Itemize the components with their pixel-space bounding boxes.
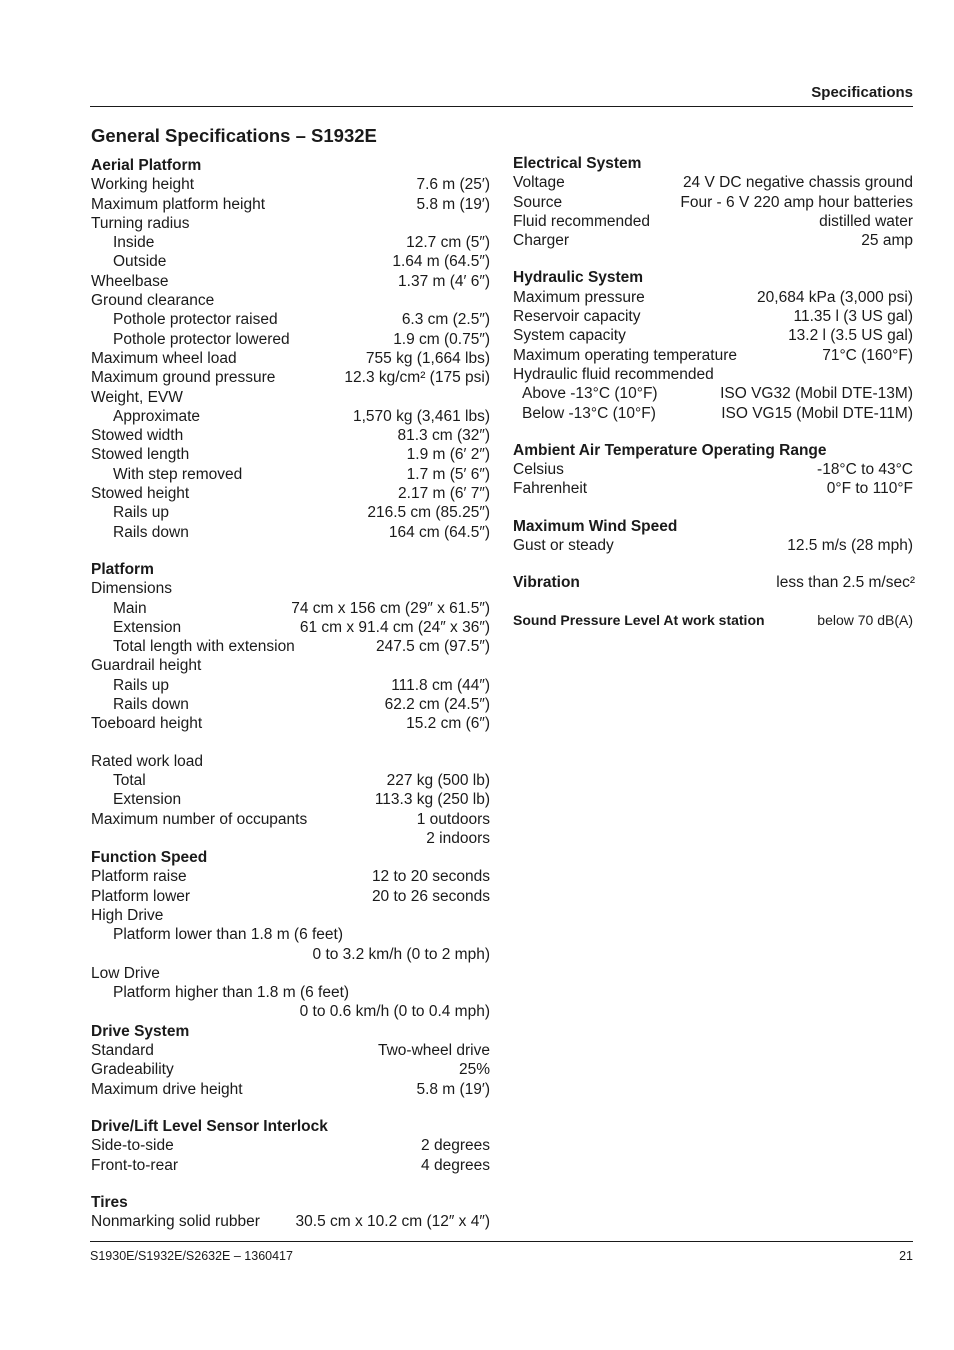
spec-value: 164 cm (64.5″) (388, 523, 490, 541)
spec-value: 216.5 cm (85.25″) (367, 504, 490, 522)
spec-value: 74 cm x 156 cm (29″ x 61.5″) (291, 599, 490, 617)
aerial-platform-group (91, 156, 490, 542)
spec-label: Fluid recommended (513, 212, 650, 230)
sound-pressure-label: Sound Pressure Level At work station (513, 611, 765, 628)
spec-value: 30.5 cm x 10.2 cm (12″ x 4″) (295, 1213, 490, 1231)
spec-label: Front-to-rear (91, 1156, 178, 1174)
spec-label: Platform lower (91, 887, 191, 905)
spec-row (91, 445, 490, 464)
spec-row (513, 193, 913, 212)
spacer (91, 542, 490, 560)
spec-label: Nonmarking solid rubber (91, 1213, 260, 1231)
spec-row (91, 925, 490, 944)
spec-label: Side-to-side (91, 1137, 174, 1155)
spec-label: Total (113, 771, 146, 789)
spacer (513, 555, 913, 573)
spacer (513, 593, 913, 611)
spec-value: 15.2 cm (6″) (406, 715, 490, 733)
spec-row (513, 307, 913, 326)
spec-label: Ground clearance (91, 292, 215, 310)
spec-row (91, 368, 490, 387)
spec-row (91, 906, 490, 925)
group-title: Aerial Platform (91, 157, 202, 174)
spec-value: 755 kg (1,664 lbs) (365, 349, 490, 367)
spec-row (91, 983, 490, 1002)
spec-row (91, 810, 490, 829)
spec-label: Below -13°C (10°F) (522, 404, 656, 422)
sound-pressure-row (513, 611, 913, 630)
spec-label: Maximum platform height (91, 195, 266, 213)
spec-value: 1.9 cm (0.75″) (393, 330, 490, 348)
spec-value: 25 amp (861, 232, 913, 250)
spec-value: 111.8 cm (44″) (391, 676, 490, 694)
group-title: Tires (91, 1193, 128, 1211)
group-title: Hydraulic System (513, 269, 644, 287)
sound-pressure-value: below 70 dB(A) (817, 611, 913, 628)
spec-row (91, 426, 490, 445)
bottom-rule (90, 1241, 913, 1242)
spec-value: 7.6 m (25′) (416, 176, 490, 194)
spec-label: Voltage (513, 174, 565, 192)
spec-row (91, 388, 490, 407)
spec-row (91, 945, 490, 964)
spec-label: Rails down (113, 696, 189, 714)
spec-row (91, 523, 490, 542)
spec-row (91, 676, 490, 695)
spec-label: Platform higher than 1.8 m (6 feet) (113, 984, 350, 1002)
spec-label: Turning radius (91, 214, 190, 232)
spec-value: 20,684 kPa (3,000 psi) (757, 288, 913, 306)
electrical-group (513, 154, 913, 250)
spec-label: Maximum drive height (91, 1080, 243, 1098)
spec-label: Charger (513, 232, 569, 250)
spec-value: 0 to 3.2 km/h (0 to 2 mph) (312, 945, 490, 963)
spec-label: Low Drive (91, 964, 160, 982)
vibration-label: Vibration (513, 574, 580, 592)
spec-label: Celsius (513, 461, 564, 479)
spec-row (513, 365, 913, 384)
spec-value: 61 cm x 91.4 cm (24″ x 36″) (299, 618, 490, 636)
spec-label: Fahrenheit (513, 480, 588, 498)
spec-row (513, 212, 913, 231)
spec-label: High Drive (91, 906, 164, 924)
spec-row (513, 326, 913, 345)
spec-label: Rails up (113, 676, 169, 694)
spec-label: Maximum wheel load (91, 349, 237, 367)
platform-group (91, 560, 490, 734)
spec-value: 2.17 m (6′ 7″) (398, 485, 490, 503)
spec-row (91, 349, 490, 368)
spec-row (91, 330, 490, 349)
spec-value: 12 to 20 seconds (371, 868, 490, 886)
spec-value: 0 to 0.6 km/h (0 to 0.4 mph) (299, 1003, 490, 1021)
spec-row (91, 1080, 490, 1099)
spec-row (91, 195, 490, 214)
spec-label: Platform lower than 1.8 m (6 feet) (113, 926, 344, 944)
spec-label: Above -13°C (10°F) (522, 385, 658, 403)
left-column (91, 156, 490, 1231)
spec-label: Guardrail height (91, 657, 202, 675)
spec-value: 1.64 m (64.5″) (392, 253, 490, 271)
spec-row (91, 867, 490, 886)
spec-label: Gust or steady (513, 537, 614, 555)
spec-row (513, 346, 913, 365)
spec-row (513, 384, 913, 403)
spec-label: Stowed length (91, 446, 190, 464)
spec-row (513, 404, 913, 423)
group-title: Maximum Wind Speed (513, 517, 678, 535)
spec-row (91, 214, 490, 233)
spec-row (91, 1060, 490, 1079)
spec-value: -18°C to 43°C (817, 461, 913, 479)
spec-label: Outside (113, 253, 167, 271)
spec-value: 5.8 m (19′) (416, 1080, 490, 1098)
spec-value: 247.5 cm (97.5″) (375, 638, 490, 656)
footer-doc-number: S1930E/S1932E/S2632E – 1360417 (90, 1249, 293, 1263)
spec-row (91, 790, 490, 809)
group-title: Platform (91, 560, 154, 578)
spec-value: distilled water (819, 212, 913, 230)
spec-value: 24 V DC negative chassis ground (682, 174, 913, 192)
spec-value: 227 kg (500 lb) (386, 771, 490, 789)
spec-label: Rated work load (91, 752, 204, 770)
spec-row (91, 233, 490, 252)
spec-value: 1.37 m (4′ 6″) (398, 272, 490, 290)
spec-label: Approximate (113, 407, 201, 425)
spec-row (91, 465, 490, 484)
spec-label: Inside (113, 234, 155, 252)
spec-label: Pothole protector raised (113, 311, 278, 329)
spec-row (91, 1156, 490, 1175)
spec-value: ISO VG32 (Mobil DTE-13M) (720, 385, 913, 403)
spec-value: 5.8 m (19′) (416, 195, 490, 213)
spec-label: Platform raise (91, 868, 187, 886)
ambient-temp-group (513, 441, 913, 499)
spec-label: Total length with extension (113, 638, 295, 656)
spec-label: Main (113, 599, 147, 617)
spec-value: 12.3 kg/cm² (175 psi) (344, 369, 490, 387)
spec-row (91, 695, 490, 714)
spec-value: 4 degrees (421, 1156, 490, 1174)
spec-row (91, 272, 490, 291)
spec-label: Maximum pressure (513, 288, 645, 306)
drive-system-group (91, 1022, 490, 1099)
spec-label: Pothole protector lowered (113, 330, 290, 348)
wind-speed-group (513, 517, 913, 556)
rated-load-group (91, 752, 490, 848)
spec-row (91, 1041, 490, 1060)
spec-label: Source (513, 193, 563, 211)
spec-row (91, 752, 490, 771)
right-column (513, 154, 913, 630)
spec-row (91, 1212, 490, 1231)
spec-value: 1.9 m (6′ 2″) (406, 446, 490, 464)
spec-row (91, 637, 490, 656)
spec-row (91, 1002, 490, 1021)
spec-label: Stowed height (91, 485, 190, 503)
spec-row (91, 407, 490, 426)
spec-value: 2 degrees (421, 1137, 490, 1155)
vibration-value: less than 2.5 m/sec² (776, 574, 915, 592)
spec-label: Rails down (113, 523, 189, 541)
group-title: Function Speed (91, 849, 208, 867)
group-title: Ambient Air Temperature Operating Range (513, 441, 827, 459)
spec-value: 1,570 kg (3,461 lbs) (352, 407, 490, 425)
spec-value: 12.7 cm (5″) (406, 234, 490, 252)
spec-row (91, 175, 490, 194)
spec-row (513, 536, 913, 555)
section-header: Specifications (811, 84, 913, 101)
spec-value: 1 outdoors (416, 810, 490, 828)
spec-value: 1.7 m (5′ 6″) (406, 465, 490, 483)
spec-row (91, 579, 490, 598)
spec-label: Maximum ground pressure (91, 369, 276, 387)
spacer (513, 499, 913, 517)
spec-value: 6.3 cm (2.5″) (401, 311, 490, 329)
spec-value: ISO VG15 (Mobil DTE-11M) (721, 404, 913, 422)
spec-label: Toeboard height (91, 715, 203, 733)
spec-value: 113.3 kg (250 lb) (374, 791, 490, 809)
spec-row (91, 291, 490, 310)
spec-value: 11.35 l (3 US gal) (793, 308, 913, 326)
spec-label: Weight, EVW (91, 388, 183, 406)
spec-row (91, 656, 490, 675)
spacer (513, 423, 913, 441)
spec-label: Reservoir capacity (513, 308, 641, 326)
spec-label: Gradeability (91, 1061, 174, 1079)
vibration-row (513, 573, 915, 592)
interlock-group (91, 1117, 490, 1175)
spec-label: Wheelbase (91, 272, 169, 290)
spec-label: Dimensions (91, 580, 172, 598)
spec-row (91, 503, 490, 522)
group-title: Drive/Lift Level Sensor Interlock (91, 1117, 328, 1135)
spec-label: Extension (113, 791, 182, 809)
tires-group (91, 1193, 490, 1232)
spec-value: 71°C (160°F) (822, 346, 913, 364)
spec-row (91, 618, 490, 637)
spec-row (91, 484, 490, 503)
spec-row (91, 771, 490, 790)
footer-page-number: 21 (899, 1249, 913, 1263)
spec-value: 0°F to 110°F (826, 480, 913, 498)
group-title: Electrical System (513, 155, 642, 172)
spec-label: Working height (91, 176, 195, 194)
spec-row (91, 252, 490, 271)
spec-row (513, 479, 913, 498)
spec-label: Hydraulic fluid recommended (513, 365, 714, 383)
spec-row (91, 829, 490, 848)
spec-value: 13.2 l (3.5 US gal) (788, 327, 913, 345)
spacer (91, 734, 490, 752)
spec-label: Stowed width (91, 427, 184, 445)
spec-row (513, 231, 913, 250)
page-title: General Specifications – S1932E (91, 125, 377, 146)
spacer (91, 1099, 490, 1117)
spec-label: Maximum number of occupants (91, 810, 308, 828)
spec-row (513, 288, 913, 307)
spec-row (91, 310, 490, 329)
function-speed-group (91, 848, 490, 1022)
spec-value: 62.2 cm (24.5″) (384, 696, 490, 714)
group-title: Drive System (91, 1022, 190, 1040)
spec-label: Maximum operating temperature (513, 346, 737, 364)
spec-row (91, 599, 490, 618)
spec-row (91, 1136, 490, 1155)
spacer (513, 250, 913, 268)
spec-value: Four - 6 V 220 amp hour batteries (680, 193, 913, 211)
spec-row (91, 964, 490, 983)
spec-label: Extension (113, 618, 182, 636)
spec-row (513, 460, 913, 479)
spec-value: 2 indoors (426, 829, 490, 847)
spacer (91, 1175, 490, 1193)
spec-value: 20 to 26 seconds (371, 887, 490, 905)
spec-label: Rails up (113, 504, 169, 522)
spec-label: System capacity (513, 327, 626, 345)
hydraulic-group (513, 268, 913, 422)
spec-row (513, 173, 913, 192)
spec-row (91, 887, 490, 906)
spec-row (91, 714, 490, 733)
spec-value: 12.5 m/s (28 mph) (787, 537, 913, 555)
spec-value: 81.3 cm (32″) (397, 427, 490, 445)
spec-label: With step removed (113, 465, 243, 483)
top-rule (90, 106, 913, 107)
spec-value: Two-wheel drive (378, 1042, 490, 1060)
spec-label: Standard (91, 1042, 154, 1060)
spec-value: 25% (458, 1061, 490, 1079)
